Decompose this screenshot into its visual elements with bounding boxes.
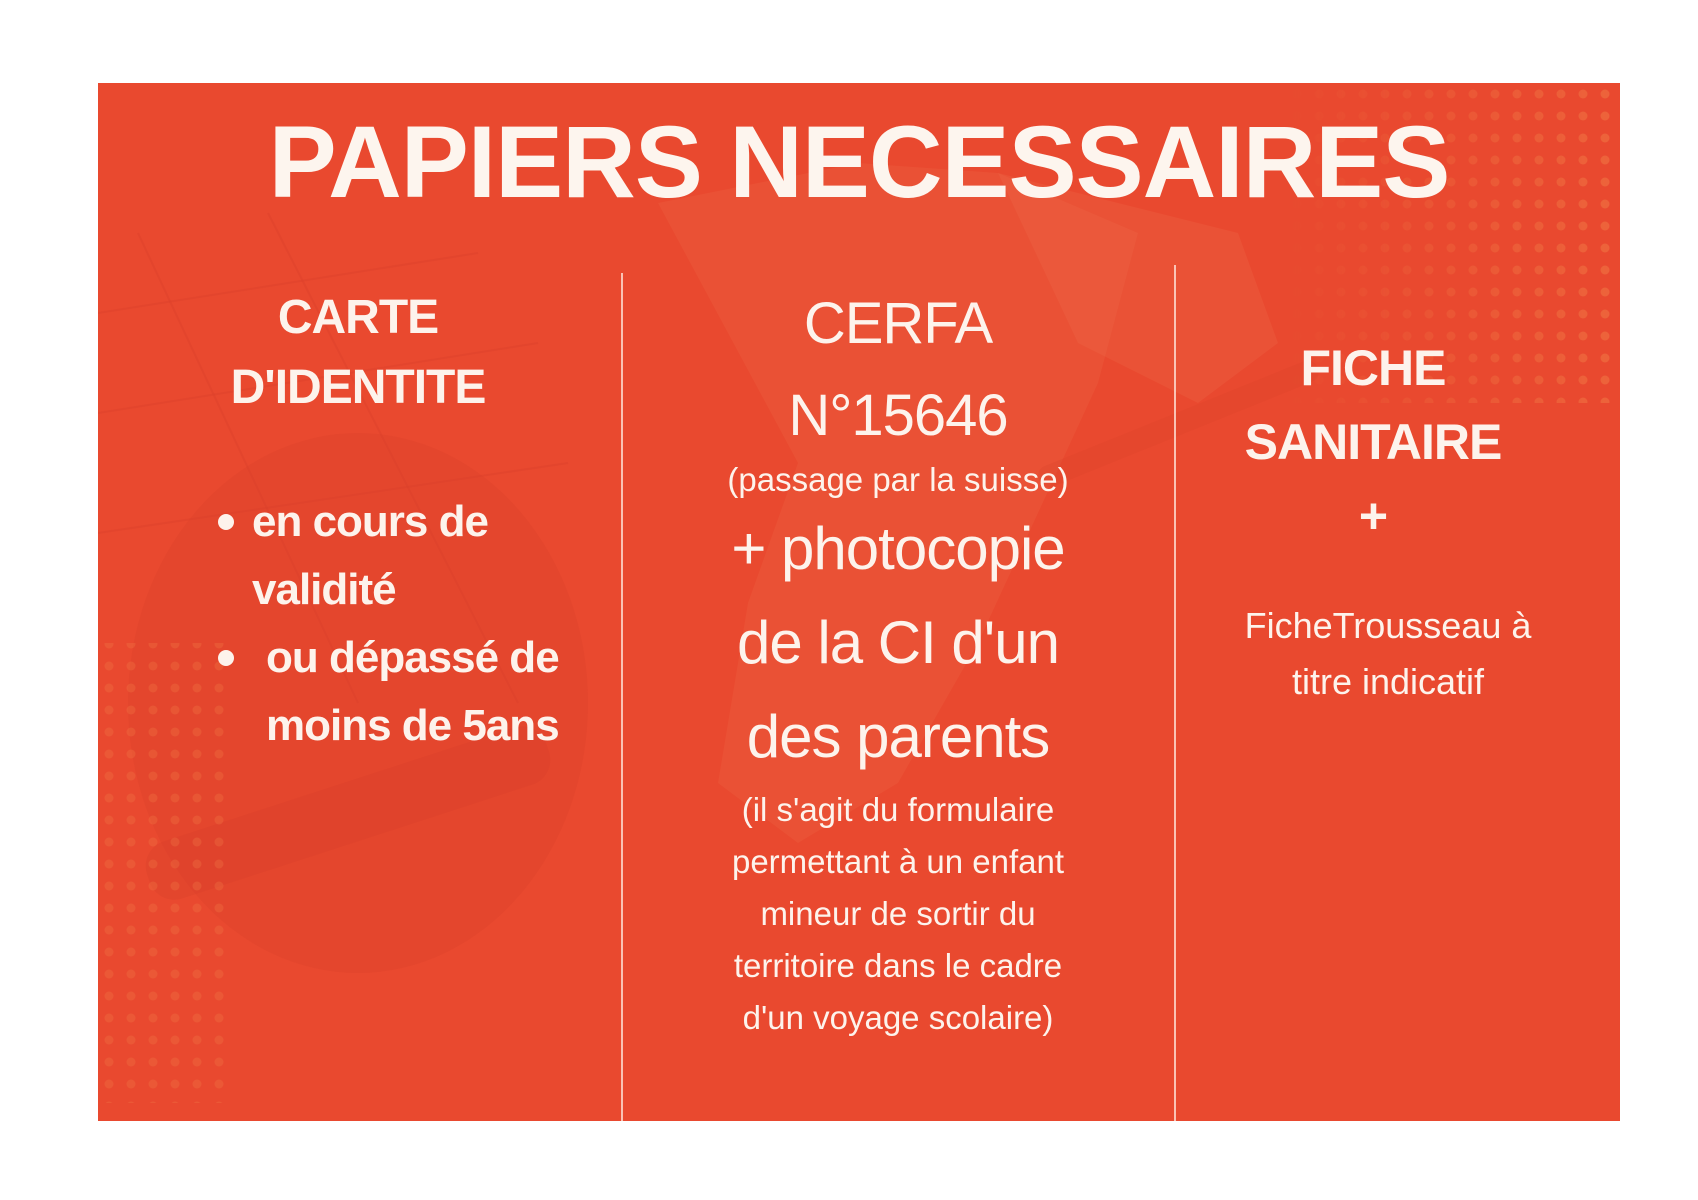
cerfa-note-line: (il s'agit du formulaire <box>741 791 1055 828</box>
cerfa-note-line: mineur de sortir du <box>760 895 1036 932</box>
list-item: ou dépassé de moins de 5ans <box>218 624 618 760</box>
cerfa-main-line: de la CI d'un <box>736 609 1059 676</box>
cerfa-main-line: + photocopie <box>731 515 1065 582</box>
health-form-heading-line: SANITAIRE <box>1244 414 1502 470</box>
cerfa-note <box>623 784 1173 1044</box>
cerfa-title-line: N°15646 <box>788 383 1008 448</box>
trousseau-note-line: titre indicatif <box>1291 661 1485 702</box>
identity-card-heading-line: CARTE <box>277 291 439 344</box>
health-form-heading-line: FICHE <box>1300 340 1446 396</box>
cerfa-note-line: territoire dans le cadre <box>733 947 1063 984</box>
cerfa-subtitle: (passage par la suisse) <box>727 461 1069 498</box>
column-divider-right <box>1174 265 1176 1121</box>
trousseau-note <box>1218 598 1558 710</box>
cerfa-note-line: permettant à un enfant <box>731 843 1065 880</box>
health-form-heading-line: + <box>1358 488 1388 544</box>
cerfa-photocopy-text <box>623 502 1173 784</box>
trousseau-note-line: FicheTrousseau à <box>1244 605 1532 646</box>
identity-card-heading-line: D'IDENTITE <box>230 361 486 414</box>
identity-card-heading <box>98 283 618 423</box>
list-item: en cours de validité <box>218 488 618 624</box>
cerfa-column <box>623 278 1173 1044</box>
identity-card-conditions <box>218 488 618 760</box>
cerfa-note-line: d'un voyage scolaire) <box>742 999 1054 1036</box>
health-form-heading <box>1183 331 1563 553</box>
cerfa-title <box>623 278 1173 462</box>
cerfa-main-line: des parents <box>746 703 1050 770</box>
poster <box>98 83 1620 1121</box>
cerfa-title-line: CERFA <box>803 291 993 356</box>
poster-title: PAPIERS NECESSAIRES <box>268 105 1450 219</box>
